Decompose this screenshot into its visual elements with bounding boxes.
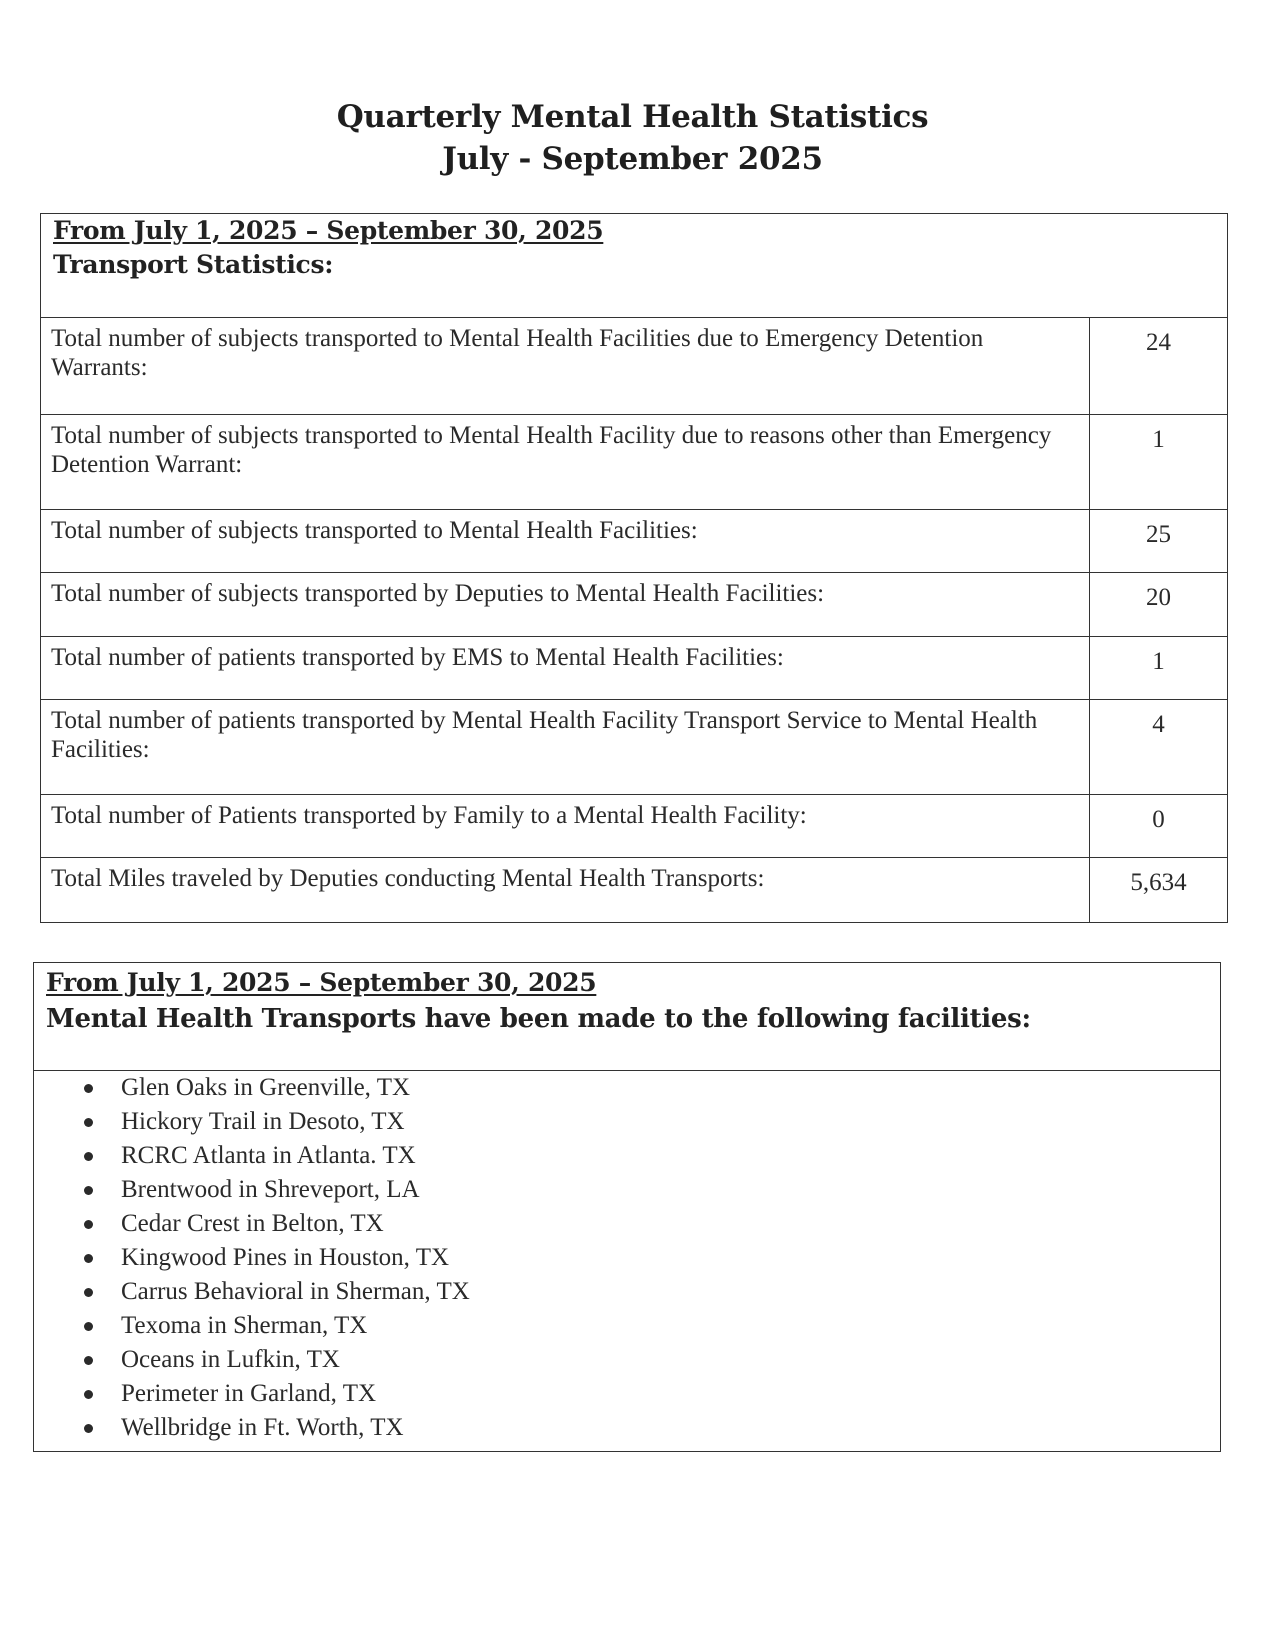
facility-name: Wellbridge in Ft. Worth, TX	[121, 1414, 404, 1441]
facility-name: Glen Oaks in Greenville, TX	[121, 1074, 411, 1101]
stat-value: 5,634	[1130, 869, 1187, 896]
stat-row	[41, 415, 1227, 510]
bullet-icon	[84, 1254, 93, 1263]
stat-label: Total number of patients transported by Mental Health Facility Transport Service to Mental Health Facilities:	[41, 700, 1090, 794]
stat-label: Total number of subjects transported by Deputies to Mental Health Facilities:	[41, 573, 1090, 636]
list-item	[84, 1241, 1220, 1275]
stat-row	[41, 510, 1227, 573]
facility-name: Brentwood in Shreveport, LA	[121, 1176, 420, 1203]
bullet-icon	[84, 1186, 93, 1195]
stat-label: Total number of patients transported by EMS to Mental Health Facilities:	[41, 637, 1090, 699]
facilities-date-range: From July 1, 2025 – September 30, 2025	[46, 968, 597, 997]
list-item	[84, 1309, 1220, 1343]
stat-row	[41, 795, 1227, 858]
facility-name: Carrus Behavioral in Sherman, TX	[121, 1278, 470, 1305]
title-line-2: July - September 2025	[442, 141, 823, 177]
stat-value: 25	[1146, 521, 1171, 548]
transport-heading: Transport Statistics:	[53, 250, 334, 279]
stat-value: 1	[1152, 648, 1165, 675]
bullet-icon	[84, 1220, 93, 1229]
facility-name: RCRC Atlanta in Atlanta. TX	[121, 1142, 416, 1169]
page-title	[0, 96, 1265, 180]
stat-label: Total Miles traveled by Deputies conducting Mental Health Transports:	[41, 858, 1090, 922]
bullet-icon	[84, 1424, 93, 1433]
stat-value: 1	[1152, 426, 1165, 453]
stat-row	[41, 573, 1227, 637]
stat-row	[41, 700, 1227, 795]
bullet-icon	[84, 1356, 93, 1365]
stat-label: Total number of Patients transported by Family to a Mental Health Facility:	[41, 795, 1090, 857]
facility-name: Oceans in Lufkin, TX	[121, 1346, 340, 1373]
bullet-icon	[84, 1288, 93, 1297]
list-item	[84, 1343, 1220, 1377]
list-item	[84, 1139, 1220, 1173]
stat-label: Total number of subjects transported to Mental Health Facility due to reasons other than Emergency Detention Warrant:	[41, 415, 1090, 509]
stat-value: 24	[1146, 329, 1171, 356]
bullet-icon	[84, 1390, 93, 1399]
stat-value: 0	[1152, 806, 1165, 833]
list-item	[84, 1275, 1220, 1309]
facilities-header	[34, 963, 1220, 1071]
stat-label: Total number of subjects transported to Mental Health Facilities:	[41, 510, 1090, 572]
list-item	[84, 1173, 1220, 1207]
facilities-table	[33, 962, 1221, 1452]
bullet-icon	[84, 1118, 93, 1127]
facility-name: Cedar Crest in Belton, TX	[121, 1210, 384, 1237]
stat-row	[41, 858, 1227, 922]
list-item	[84, 1207, 1220, 1241]
transport-statistics-header	[41, 214, 1227, 318]
facilities-heading: Mental Health Transports have been made to the following facilities:	[46, 1004, 1031, 1034]
list-item	[84, 1105, 1220, 1139]
facility-name: Texoma in Sherman, TX	[121, 1312, 368, 1339]
list-item	[84, 1411, 1220, 1445]
list-item	[84, 1071, 1220, 1105]
stat-value: 20	[1146, 584, 1171, 611]
transport-statistics-table	[40, 213, 1228, 923]
bullet-icon	[84, 1084, 93, 1093]
title-line-1: Quarterly Mental Health Statistics	[336, 99, 929, 135]
facility-name: Hickory Trail in Desoto, TX	[121, 1108, 405, 1135]
stat-row	[41, 637, 1227, 700]
bullet-icon	[84, 1322, 93, 1331]
stat-row	[41, 318, 1227, 415]
facility-name: Kingwood Pines in Houston, TX	[121, 1244, 450, 1271]
stat-value: 4	[1152, 711, 1165, 738]
bullet-icon	[84, 1152, 93, 1161]
facility-list	[34, 1071, 1220, 1451]
stat-label: Total number of subjects transported to Mental Health Facilities due to Emergency Detention Warrants:	[41, 318, 1090, 414]
facility-name: Perimeter in Garland, TX	[121, 1380, 377, 1407]
transport-date-range: From July 1, 2025 – September 30, 2025	[53, 216, 604, 245]
list-item	[84, 1377, 1220, 1411]
